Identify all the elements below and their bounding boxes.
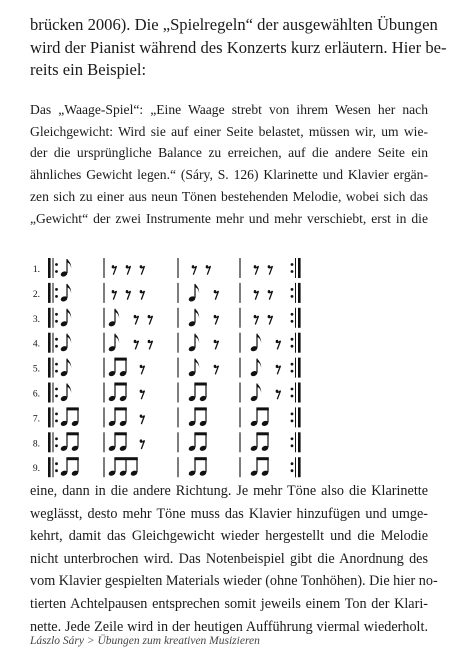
score-row: [33, 407, 301, 427]
note-flag: [67, 334, 71, 344]
rest-dot: [214, 315, 217, 318]
notehead: [119, 395, 127, 402]
repeat-thick-line: [298, 333, 301, 353]
repeat-dot: [291, 263, 294, 266]
repeat-dot: [291, 388, 294, 391]
notehead: [71, 420, 79, 427]
repeat-dot: [291, 462, 294, 465]
repeat-dot: [55, 338, 58, 341]
eighth-rest-icon: [134, 341, 139, 350]
note-flag: [195, 309, 199, 319]
rest-dot: [134, 315, 137, 318]
repeat-dot: [291, 295, 294, 298]
score-row: [33, 432, 301, 452]
note-beam: [114, 432, 126, 435]
rest-dot: [268, 265, 271, 268]
repeat-thick-line: [48, 457, 51, 477]
repeat-dot: [55, 320, 58, 323]
notehead: [71, 445, 79, 452]
note-beam: [66, 407, 78, 410]
note-flag: [67, 259, 71, 269]
repeat-dot: [55, 444, 58, 447]
notehead: [71, 470, 79, 477]
repeat-dot: [291, 320, 294, 323]
text-line: nicht unterbrochen wird. Das Notenbeispiel gibt die Anordnung des: [30, 550, 428, 567]
rest-dot: [276, 365, 279, 368]
rest-dot: [140, 265, 143, 268]
row-label: 5.: [32, 364, 40, 375]
eighth-rest-icon: [126, 291, 131, 300]
repeat-dot: [55, 395, 58, 398]
repeat-dot: [55, 345, 58, 348]
note-flag: [67, 284, 71, 294]
eighth-rest-icon: [268, 316, 273, 325]
repeat-thick-line: [298, 432, 301, 452]
rest-dot: [192, 265, 195, 268]
notehead: [250, 345, 258, 352]
score-row: [33, 358, 301, 378]
repeat-dot: [291, 413, 294, 416]
score-row: [33, 283, 301, 303]
notehead: [261, 445, 269, 452]
rest-dot: [254, 290, 257, 293]
notehead: [60, 320, 68, 327]
repeat-dot: [55, 288, 58, 291]
notehead: [108, 420, 116, 427]
score-row: [33, 333, 301, 353]
notehead: [119, 420, 127, 427]
repeat-dot: [291, 345, 294, 348]
notehead: [188, 445, 196, 452]
notehead: [60, 445, 68, 452]
score-row: [33, 308, 301, 328]
rest-dot: [134, 340, 137, 343]
eighth-rest-icon: [214, 366, 219, 375]
row-label: 2.: [32, 289, 40, 300]
eighth-rest-icon: [268, 291, 273, 300]
repeat-dot: [55, 295, 58, 298]
eighth-rest-icon: [214, 341, 219, 350]
rest-dot: [126, 290, 129, 293]
note-flag: [257, 359, 261, 369]
notehead: [60, 370, 68, 377]
repeat-dot: [291, 288, 294, 291]
repeat-dot: [55, 270, 58, 273]
row-label: 3.: [32, 314, 40, 325]
notehead: [250, 370, 258, 377]
note-flag: [195, 284, 199, 294]
rest-dot: [140, 439, 143, 442]
note-beam: [66, 432, 78, 435]
notehead: [199, 445, 207, 452]
notehead: [60, 345, 68, 352]
repeat-thick-line: [298, 283, 301, 303]
notehead: [60, 420, 68, 427]
notehead: [60, 395, 68, 402]
rest-dot: [112, 290, 115, 293]
eighth-rest-icon: [254, 316, 259, 325]
notehead: [188, 345, 196, 352]
repeat-dot: [55, 437, 58, 440]
note-beam: [194, 407, 206, 410]
note-beam: [256, 457, 268, 460]
row-label: 4.: [32, 339, 40, 350]
score-row: [33, 457, 301, 477]
repeat-dot: [291, 370, 294, 373]
notehead: [119, 445, 127, 452]
repeat-thick-line: [48, 432, 51, 452]
repeat-dot: [55, 263, 58, 266]
notehead: [108, 395, 116, 402]
notehead: [60, 271, 68, 278]
row-label: 8.: [32, 439, 40, 450]
eighth-rest-icon: [254, 291, 259, 300]
rest-dot: [214, 340, 217, 343]
note-beam: [256, 407, 268, 410]
note-beam: [66, 457, 78, 460]
text-line: reits ein Beispiel:: [30, 60, 147, 79]
notehead: [188, 320, 196, 327]
note-flag: [195, 334, 199, 344]
repeat-thick-line: [48, 283, 51, 303]
repeat-dot: [291, 437, 294, 440]
eighth-rest-icon: [206, 266, 211, 275]
note-flag: [257, 334, 261, 344]
repeat-dot: [291, 469, 294, 472]
notehead: [108, 470, 116, 477]
rest-dot: [268, 290, 271, 293]
note-beam: [194, 383, 206, 386]
notehead: [261, 470, 269, 477]
repeat-dot: [55, 388, 58, 391]
rest-dot: [140, 415, 143, 418]
eighth-rest-icon: [214, 291, 219, 300]
repeat-thick-line: [298, 358, 301, 378]
note-beam: [194, 432, 206, 435]
repeat-thick-line: [298, 457, 301, 477]
rest-dot: [148, 315, 151, 318]
repeat-thick-line: [298, 383, 301, 403]
rest-dot: [276, 390, 279, 393]
notehead: [188, 470, 196, 477]
score-row: [33, 258, 301, 278]
notehead: [108, 345, 116, 352]
notehead: [188, 295, 196, 302]
page-footer: Lászlo Sáry > Übungen zum kreativen Musizieren: [30, 635, 260, 647]
note-flag: [67, 309, 71, 319]
eighth-rest-icon: [148, 341, 153, 350]
text-line: eine, dann in die andere Richtung. Je mehr Töne also die Klarinette: [30, 483, 428, 499]
note-beam: [256, 432, 268, 435]
text-line: wird der Pianist während des Konzerts kurz erläutern. Hier be-: [30, 37, 447, 57]
note-beam: [114, 383, 126, 386]
paragraph-explanation: [30, 480, 438, 638]
text-line: tierten Achtelpausen entsprechen somit jeweils einem Ton der Klari-: [30, 595, 428, 612]
eighth-rest-icon: [134, 316, 139, 325]
rest-dot: [214, 290, 217, 293]
notehead: [188, 420, 196, 427]
note-flag: [67, 359, 71, 369]
rest-dot: [206, 265, 209, 268]
repeat-thick-line: [48, 333, 51, 353]
eighth-rest-icon: [140, 366, 145, 375]
rest-dot: [254, 315, 257, 318]
notehead: [119, 470, 127, 477]
text-line: Das „Waage-Spiel“: „Eine Waage strebt von ihrem Wesen her nach: [30, 102, 428, 117]
eighth-rest-icon: [276, 341, 281, 350]
eighth-rest-icon: [192, 266, 197, 275]
notehead: [108, 445, 116, 452]
notehead: [250, 445, 258, 452]
note-flag: [115, 334, 119, 344]
eighth-rest-icon: [254, 266, 259, 275]
note-flag: [195, 359, 199, 369]
paragraph-quote: [30, 99, 428, 229]
rest-dot: [148, 340, 151, 343]
notehead: [60, 470, 68, 477]
notehead: [130, 470, 138, 477]
paragraph-intro: [30, 14, 447, 82]
eighth-rest-icon: [276, 366, 281, 375]
row-label: 1.: [32, 265, 40, 275]
text-line: „Gewicht“ der zwei Instrumente mehr und mehr verschiebt, erst in die: [30, 210, 428, 226]
repeat-dot: [291, 420, 294, 423]
repeat-dot: [55, 420, 58, 423]
rest-dot: [140, 390, 143, 393]
text-line: zen sich zu einer aus neun Tönen bestehenden Melodie, wobei sich das: [30, 188, 428, 204]
eighth-rest-icon: [140, 441, 145, 450]
eighth-rest-icon: [140, 391, 145, 400]
eighth-rest-icon: [126, 266, 131, 275]
notehead: [250, 470, 258, 477]
row-label: 7.: [32, 414, 40, 425]
note-flag: [67, 384, 71, 394]
repeat-dot: [55, 313, 58, 316]
repeat-thick-line: [298, 407, 301, 427]
text-line: brücken 2006). Die „Spielregeln“ der ausgewählten Übungen: [30, 15, 438, 34]
repeat-thick-line: [48, 308, 51, 328]
rest-dot: [126, 265, 129, 268]
rest-dot: [214, 365, 217, 368]
text-line: kehrt, damit das Gleichgewicht wieder hergestellt und die Melodie: [30, 528, 428, 545]
repeat-thick-line: [48, 358, 51, 378]
note-beam: [114, 358, 126, 361]
repeat-thick-line: [298, 258, 301, 278]
repeat-dot: [291, 313, 294, 316]
repeat-dot: [55, 363, 58, 366]
repeat-dot: [55, 469, 58, 472]
note-flag: [115, 309, 119, 319]
eighth-rest-icon: [140, 416, 145, 425]
rest-dot: [112, 265, 115, 268]
text-line: ähnliches Gewicht legen.“ (Sáry, S. 126) Klarinette und Klavier ergän-: [30, 167, 428, 183]
text-line: Gleichgewicht: Wird sie auf einer Seite belastet, müssen wir, um wie-: [30, 123, 428, 139]
notehead: [199, 395, 207, 402]
notehead: [199, 470, 207, 477]
note-beam: [194, 457, 206, 460]
notehead: [261, 420, 269, 427]
rest-dot: [276, 340, 279, 343]
row-label: 6.: [32, 389, 40, 400]
eighth-rest-icon: [214, 316, 219, 325]
rest-dot: [140, 290, 143, 293]
notehead: [250, 395, 258, 402]
notehead: [119, 370, 127, 377]
repeat-thick-line: [48, 383, 51, 403]
repeat-dot: [291, 338, 294, 341]
row-label: 9.: [32, 464, 40, 475]
repeat-dot: [291, 395, 294, 398]
rest-dot: [254, 265, 257, 268]
eighth-rest-icon: [112, 291, 117, 300]
notehead: [188, 395, 196, 402]
repeat-thick-line: [48, 258, 51, 278]
rest-dot: [268, 315, 271, 318]
repeat-dot: [55, 370, 58, 373]
notehead: [60, 295, 68, 302]
notehead: [108, 320, 116, 327]
eighth-rest-icon: [140, 266, 145, 275]
text-line: vom Klavier gespielten Materials wieder (ohne Tonhöhen). Die hier no-: [30, 573, 438, 590]
repeat-dot: [291, 270, 294, 273]
repeat-dot: [55, 413, 58, 416]
text-line: weglässt, desto mehr Töne muss das Klavier hinzufügen und umge-: [30, 505, 428, 522]
eighth-rest-icon: [268, 266, 273, 275]
note-beam: [114, 407, 126, 410]
eighth-rest-icon: [148, 316, 153, 325]
rest-dot: [140, 365, 143, 368]
notehead: [188, 370, 196, 377]
eighth-rest-icon: [276, 391, 281, 400]
note-beam: [114, 457, 137, 460]
eighth-rest-icon: [140, 291, 145, 300]
eighth-rest-icon: [112, 266, 117, 275]
repeat-thick-line: [48, 407, 51, 427]
notehead: [108, 370, 116, 377]
score-row: [33, 383, 301, 403]
repeat-thick-line: [298, 308, 301, 328]
repeat-dot: [55, 462, 58, 465]
repeat-dot: [291, 444, 294, 447]
notehead: [199, 420, 207, 427]
notehead: [250, 420, 258, 427]
text-line: der die ursprüngliche Balance zu erreichen, auf die andere Seite ein: [30, 145, 428, 161]
repeat-dot: [291, 363, 294, 366]
text-line: nette. Jede Zeile wird in der heutigen Aufführung viermal wiederholt.: [30, 618, 428, 635]
note-flag: [257, 384, 261, 394]
